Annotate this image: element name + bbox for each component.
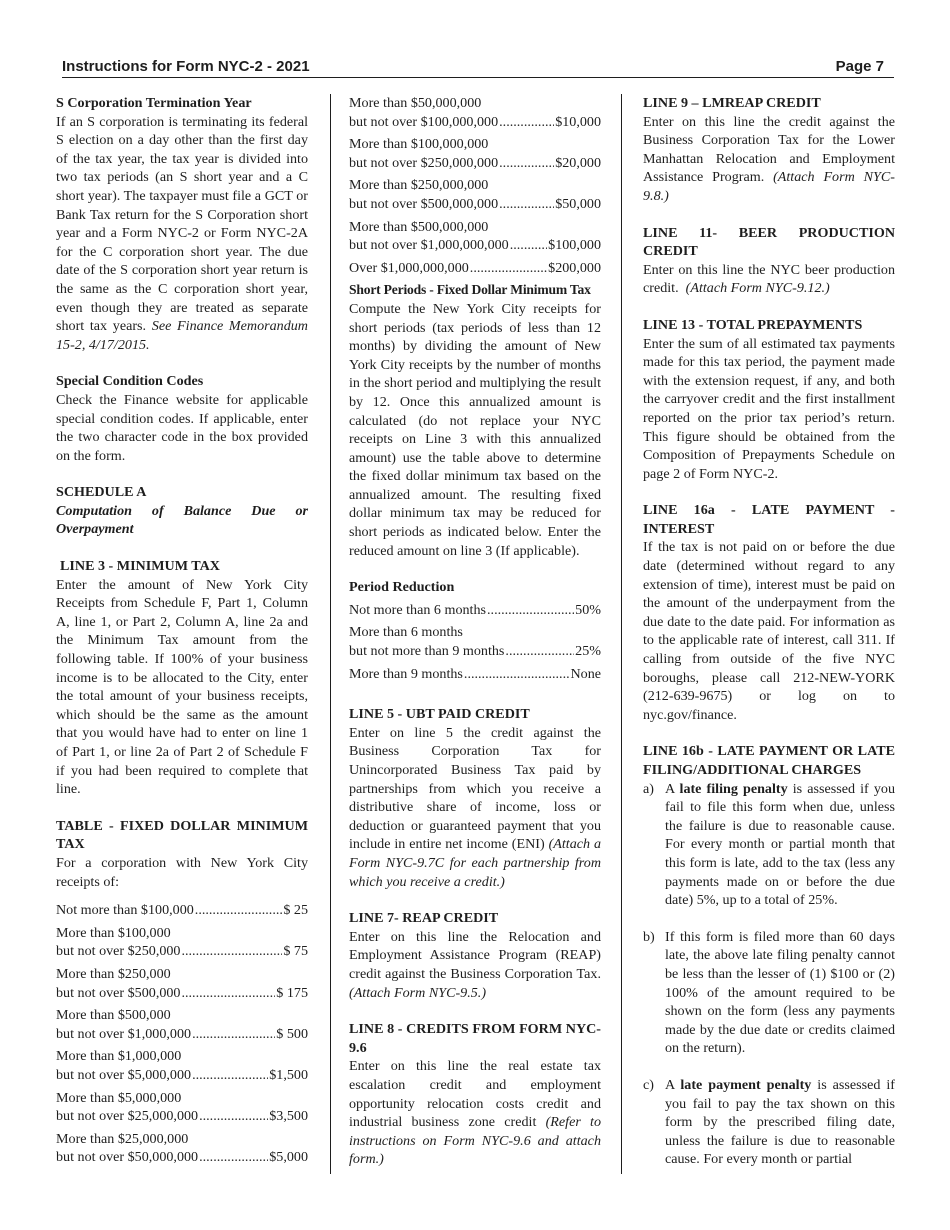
list-item-text — [665, 780, 895, 910]
table-row — [349, 94, 601, 131]
row-range-start: More than $50,000,000 — [349, 95, 482, 111]
paragraph-text: If an S corporation is terminating its federal S election on a day other than the first day of the tax year, the tax year is divided into two tax periods (an S short year and a C short year). The taxpayer must file a GCT or Bank Tax return for the S Corporation short year and a Form NYC-2 or Form NYC-2A for the C corporation short year. The due date of the S corporation short year return is the same as the C corporation short year, even though they are treated as separate short tax years. — [56, 113, 308, 335]
row-value: $3,500 — [269, 1108, 308, 1125]
row-value: 25% — [575, 643, 601, 660]
paragraph-text: Enter on line 5 the credit against the Business Corporation Tax for Unincorporated Business Tax paid by partnerships from which you receive a distributive share of income, loss or deduction or guaranteed payment that you include in entire net income (ENI) — [349, 724, 601, 853]
table-row — [349, 218, 601, 255]
row-label: but not over $1,000,000,000 — [349, 237, 509, 254]
column-divider — [621, 94, 622, 1174]
row-value: $ 75 — [283, 943, 308, 960]
paragraph — [349, 928, 601, 1002]
row-line — [349, 259, 601, 278]
list-marker: a) — [643, 780, 654, 797]
row-label: Not more than 6 months — [349, 601, 487, 618]
row-line — [56, 1025, 308, 1044]
minimum-tax-table-continued — [349, 94, 601, 277]
dot-leader — [195, 901, 283, 920]
section-heading: LINE 16a - LATE PAYMENT - INTEREST — [643, 502, 895, 537]
row-line — [56, 984, 308, 1003]
row-label: but not over $500,000,000 — [349, 195, 499, 212]
row-line — [349, 236, 601, 255]
row-label: but not over $500,000 — [56, 984, 181, 1001]
row-value: $ 25 — [283, 902, 308, 919]
table-row — [56, 1006, 308, 1043]
paragraph-text: Enter on this line the real estate tax escalation credit and employment opportunity relocation costs credit and industrial business zone credit — [349, 1058, 601, 1131]
dot-leader — [199, 1148, 268, 1167]
row-label: but not over $1,000,000 — [56, 1025, 192, 1042]
table-row — [56, 1047, 308, 1084]
dot-leader — [181, 942, 282, 961]
text-run: A — [665, 1076, 675, 1093]
dot-leader — [470, 259, 547, 278]
row-range-start: More than $100,000,000 — [349, 136, 489, 153]
paragraph-text: Enter on this line the Relocation and Employment Assistance Program (REAP) credit against the Business Corporation Tax. — [349, 928, 601, 982]
section-heading: LINE 11- BEER PRODUCTION CREDIT — [643, 224, 895, 260]
column-3 — [643, 94, 895, 1169]
section-heading: LINE 7- REAP CREDIT — [349, 910, 499, 927]
section-heading: LINE 13 - TOTAL PREPAYMENTS — [643, 316, 863, 333]
paragraph — [349, 724, 601, 891]
paragraph — [56, 113, 308, 355]
row-value: $ 175 — [276, 984, 308, 1001]
section-heading: Period Reduction — [349, 579, 455, 596]
section-heading: LINE 3 - MINIMUM TAX — [60, 558, 220, 575]
table-row — [56, 1130, 308, 1167]
table-row — [56, 901, 308, 920]
table-row — [349, 259, 601, 278]
row-line — [56, 1148, 308, 1167]
text-run: A — [665, 780, 675, 797]
dot-leader — [192, 1025, 275, 1044]
list-marker: b) — [643, 928, 655, 945]
penalty-list — [643, 780, 895, 1169]
row-value: $50,000 — [555, 195, 601, 212]
row-value: None — [570, 665, 601, 682]
paragraph — [643, 113, 895, 206]
row-range-start: More than 6 months — [349, 624, 463, 641]
row-value: $ 500 — [276, 1025, 308, 1042]
list-item — [643, 1076, 895, 1169]
list-item — [643, 780, 895, 910]
attachment-note: (Attach a Form NYC-9.7C for each partnership from which you receive a credit.) — [349, 836, 601, 890]
row-line — [349, 665, 601, 684]
row-label: but not over $5,000,000 — [56, 1066, 192, 1083]
paragraph-text: Enter on this line the NYC beer production credit. — [643, 261, 895, 297]
section-heading: LINE 9 – LMREAP CREDIT — [643, 95, 821, 111]
row-value: $100,000 — [548, 237, 601, 254]
dot-leader — [487, 601, 574, 620]
page-number: Page 7 — [835, 58, 884, 75]
attachment-note: (Refer to instructions on Form NYC-9.6 and attach form.) — [349, 1114, 602, 1168]
row-value: $5,000 — [269, 1149, 308, 1166]
row-label: but not over $250,000,000 — [349, 154, 499, 171]
column-2 — [349, 94, 601, 1169]
row-range-start: More than $5,000,000 — [56, 1089, 182, 1106]
section-heading: LINE 5 - UBT PAID CREDIT — [349, 706, 530, 723]
dot-leader — [499, 154, 554, 173]
row-label: but not over $250,000 — [56, 943, 181, 960]
section-heading: TABLE - FIXED DOLLAR MINIMUM TAX — [56, 817, 308, 853]
attachment-note: (Attach Form NYC-9.5.) — [349, 984, 487, 1001]
row-value: 50% — [575, 601, 601, 618]
row-line — [349, 601, 601, 620]
table-row — [349, 665, 601, 684]
section-heading: SCHEDULE A — [56, 484, 147, 501]
row-line — [56, 1066, 308, 1085]
row-line — [56, 942, 308, 961]
dot-leader — [192, 1066, 268, 1085]
list-item-text: If this form is filed more than 60 days late, the above late filing penalty cannot be less than the lesser of (1) $100 or (2) 100% of the amount required to be shown on the form (less any payments made by the due date or credits claimed on the return). — [665, 928, 895, 1057]
attachment-note: (Attach Form NYC-9.8.) — [643, 169, 895, 204]
column-divider — [330, 94, 331, 1174]
emphasis: late payment penalty — [680, 1076, 812, 1093]
list-item-text — [665, 1076, 895, 1169]
row-range-start: More than $1,000,000 — [56, 1048, 182, 1065]
row-label: but not over $100,000,000 — [349, 113, 499, 130]
row-label: but not more than 9 months — [349, 643, 505, 660]
row-label: but not over $50,000,000 — [56, 1149, 199, 1166]
paragraph: Enter the amount of New York City Receipts from Schedule F, Part 1, Column A, line 1, or Part 2, Column A, line 2a and the Minimum Tax amount from the following table. If 100% of your business income is to be allocated to the City, enter the total amount of your business receipts, which should be the same as the amount that you would have had to enter on line 1 of Part 1, or line 2a of Part 2 of Schedule F if you had been required to complete that line. — [56, 576, 308, 798]
row-line — [56, 1107, 308, 1126]
row-range-start: More than $250,000,000 — [349, 177, 489, 194]
dot-leader — [464, 665, 570, 684]
row-range-start: More than $100,000 — [56, 924, 171, 941]
column-1 — [56, 94, 308, 1171]
list-item — [643, 928, 895, 1058]
row-range-start: More than $250,000 — [56, 965, 171, 982]
section-heading: Short Periods - Fixed Dollar Minimum Tax — [349, 282, 591, 298]
text-run: is assessed if you fail to pay the tax shown on this form by the prescribed filing date, unless the failure is due to reasonable cause. For every month or partial — [665, 1076, 895, 1168]
section-subheading: Computation of Balance Due or Overpayment — [56, 502, 308, 538]
row-line — [349, 195, 601, 214]
table-row — [56, 965, 308, 1002]
paragraph: Check the Finance website for applicable special condition codes. If applicable, enter the two character code in the box provided on the form. — [56, 391, 308, 464]
minimum-tax-table — [56, 901, 308, 1167]
dot-leader — [499, 113, 554, 132]
row-value: $200,000 — [548, 259, 601, 276]
table-row — [349, 623, 601, 660]
section-heading: LINE 16b - LATE PAYMENT OR LATE FILING/ADDITIONAL CHARGES — [643, 743, 895, 778]
paragraph: If the tax is not paid on or before the due date (determined without regard to any extension of time), interest must be paid on the amount of the underpayment from the due date to the date paid. For information as to the applicable rate of interest, call 311. If calling from outside of the five NYC boroughs, please call 212-NEW-YORK (212-639-9675) or log on to nyc.gov/finance. — [643, 539, 895, 723]
emphasis: late filing penalty — [679, 780, 788, 797]
period-reduction-table — [349, 601, 601, 683]
table-row — [349, 176, 601, 213]
section-heading: Special Condition Codes — [56, 373, 204, 390]
reference-text: See Finance Memorandum 15-2, 4/17/2015. — [56, 318, 308, 353]
table-row — [56, 1089, 308, 1126]
paragraph: For a corporation with New York City receipts of: — [56, 854, 308, 890]
paragraph-text: Enter on this line the credit against the Business Corporation Tax for the Lower Manhattan Relocation and Employment Assistance Program. — [643, 113, 895, 186]
row-label: Not more than $100,000 — [56, 902, 194, 919]
row-value: $20,000 — [555, 154, 601, 171]
row-line — [349, 642, 601, 661]
dot-leader — [505, 642, 574, 661]
section-heading: LINE 8 - CREDITS FROM FORM NYC-9.6 — [349, 1021, 601, 1056]
row-value: $10,000 — [555, 113, 601, 130]
paragraph: Compute the New York City receipts for short periods (tax periods of less than 12 months) by dividing the amount of New York City receipts by the number of months in the short period and multiplying the result by 12. Once this annualized amount is calculated (do not replace your NYC receipts on Line 3 with this annualized amount) use the table above to determine the fixed dollar minimum tax based on the annualized amount. The resulting fixed dollar minimum tax may be reduced for short periods as indicated below. Enter the reduced amount on line 3 (If applicable). — [349, 300, 601, 559]
dot-leader — [199, 1107, 268, 1126]
attachment-note: (Attach Form NYC-9.12.) — [685, 280, 830, 297]
dot-leader — [181, 984, 275, 1003]
row-line — [349, 154, 601, 173]
table-row — [349, 601, 601, 620]
dot-leader — [499, 195, 554, 214]
section-heading: S Corporation Termination Year — [56, 95, 252, 111]
table-row — [349, 135, 601, 172]
row-line — [56, 901, 308, 920]
row-range-start: More than $500,000 — [56, 1007, 171, 1024]
row-label: but not over $25,000,000 — [56, 1108, 199, 1125]
dot-leader — [510, 236, 547, 255]
row-line — [349, 113, 601, 132]
document-title: Instructions for Form NYC-2 - 2021 — [62, 58, 310, 75]
page-header — [62, 58, 894, 78]
paragraph — [643, 261, 895, 298]
row-range-start: More than $25,000,000 — [56, 1130, 189, 1147]
paragraph — [349, 1057, 601, 1169]
list-marker: c) — [643, 1076, 654, 1093]
text-run: is assessed if you fail to file this form when due, unless the failure is due to reasonable cause. For every month or partial month that this form is late, add to the tax (less any payments made on or before the due date) 5%, up to a total of 25%. — [665, 780, 896, 909]
row-value: $1,500 — [269, 1066, 308, 1083]
row-label: More than 9 months — [349, 665, 463, 682]
row-range-start: More than $500,000,000 — [349, 218, 489, 235]
row-label: Over $1,000,000,000 — [349, 259, 469, 276]
table-row — [56, 924, 308, 961]
paragraph: Enter the sum of all estimated tax payments made for this tax period, the payment made with the extension request, if any, and both the carryover credit and the first installment reported on the prior tax period’s return. This figure should be obtained from the Composition of Prepayments Schedule on page 2 of Form NYC-2. — [643, 335, 895, 482]
